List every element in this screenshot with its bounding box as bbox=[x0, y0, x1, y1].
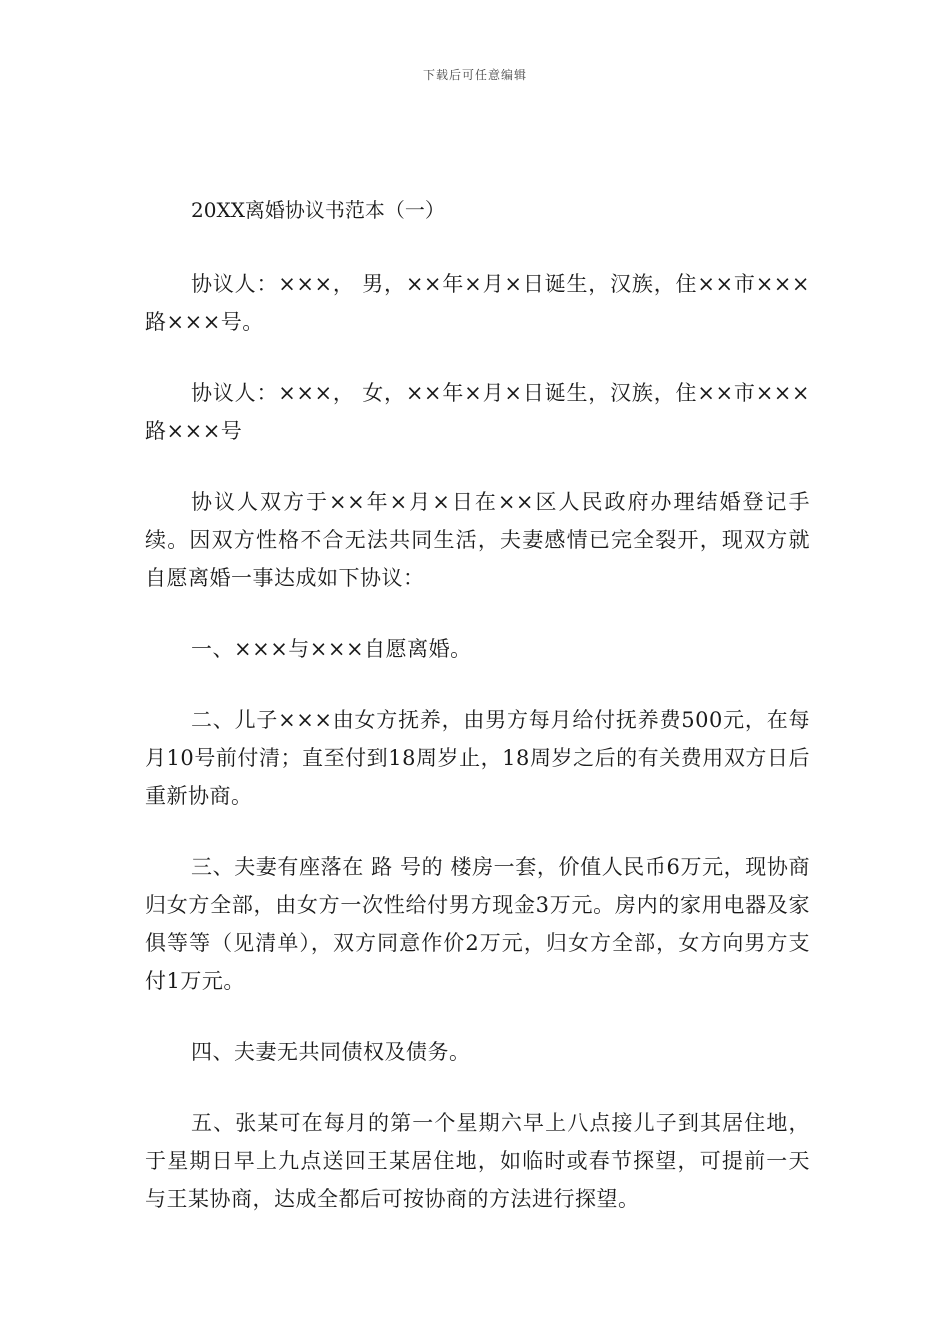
paragraph-party-female: 协议人：×××， 女，××年×月×日诞生，汉族，住××市×××路×××号 bbox=[145, 381, 810, 443]
clause-4: 四、夫妻无共同债权及债务。 bbox=[191, 1040, 471, 1064]
clause-5: 五、张某可在每月的第一个星期六早上八点接儿子到其居住地，于星期日早上九点送回王某居住地，如临时或春节探望，可提前一天与王某协商，达成全都后可按协商的方法进行探望。 bbox=[145, 1111, 810, 1211]
clause-1: 一、×××与×××自愿离婚。 bbox=[191, 637, 472, 661]
clause-3: 三、夫妻有座落在 路 号的 楼房一套，价值人民币6万元，现协商归女方全部，由女方一次性给付男方现金3万元。房内的家用电器及家俱等等（见清单），双方同意作价2万元，归女方全部，女方向男方支付1万元。 bbox=[145, 855, 810, 993]
paragraph-party-male: 协议人：×××， 男，××年×月×日诞生，汉族，住××市×××路×××号。 bbox=[145, 272, 810, 334]
document-body bbox=[145, 192, 810, 1218]
paragraph-preamble: 协议人双方于××年×月×日在××区人民政府办理结婚登记手续。因双方性格不合无法共同生活，夫妻感情已完全裂开，现双方就自愿离婚一事达成如下协议： bbox=[145, 490, 810, 590]
document-title: 20XX离婚协议书范本（一） bbox=[191, 198, 445, 222]
header-note: 下载后可任意编辑 bbox=[422, 68, 527, 82]
clause-2: 二、儿子×××由女方抚养，由男方每月给付抚养费500元，在每月10号前付清；直至付到18周岁止，18周岁之后的有关费用双方日后重新协商。 bbox=[145, 708, 810, 808]
